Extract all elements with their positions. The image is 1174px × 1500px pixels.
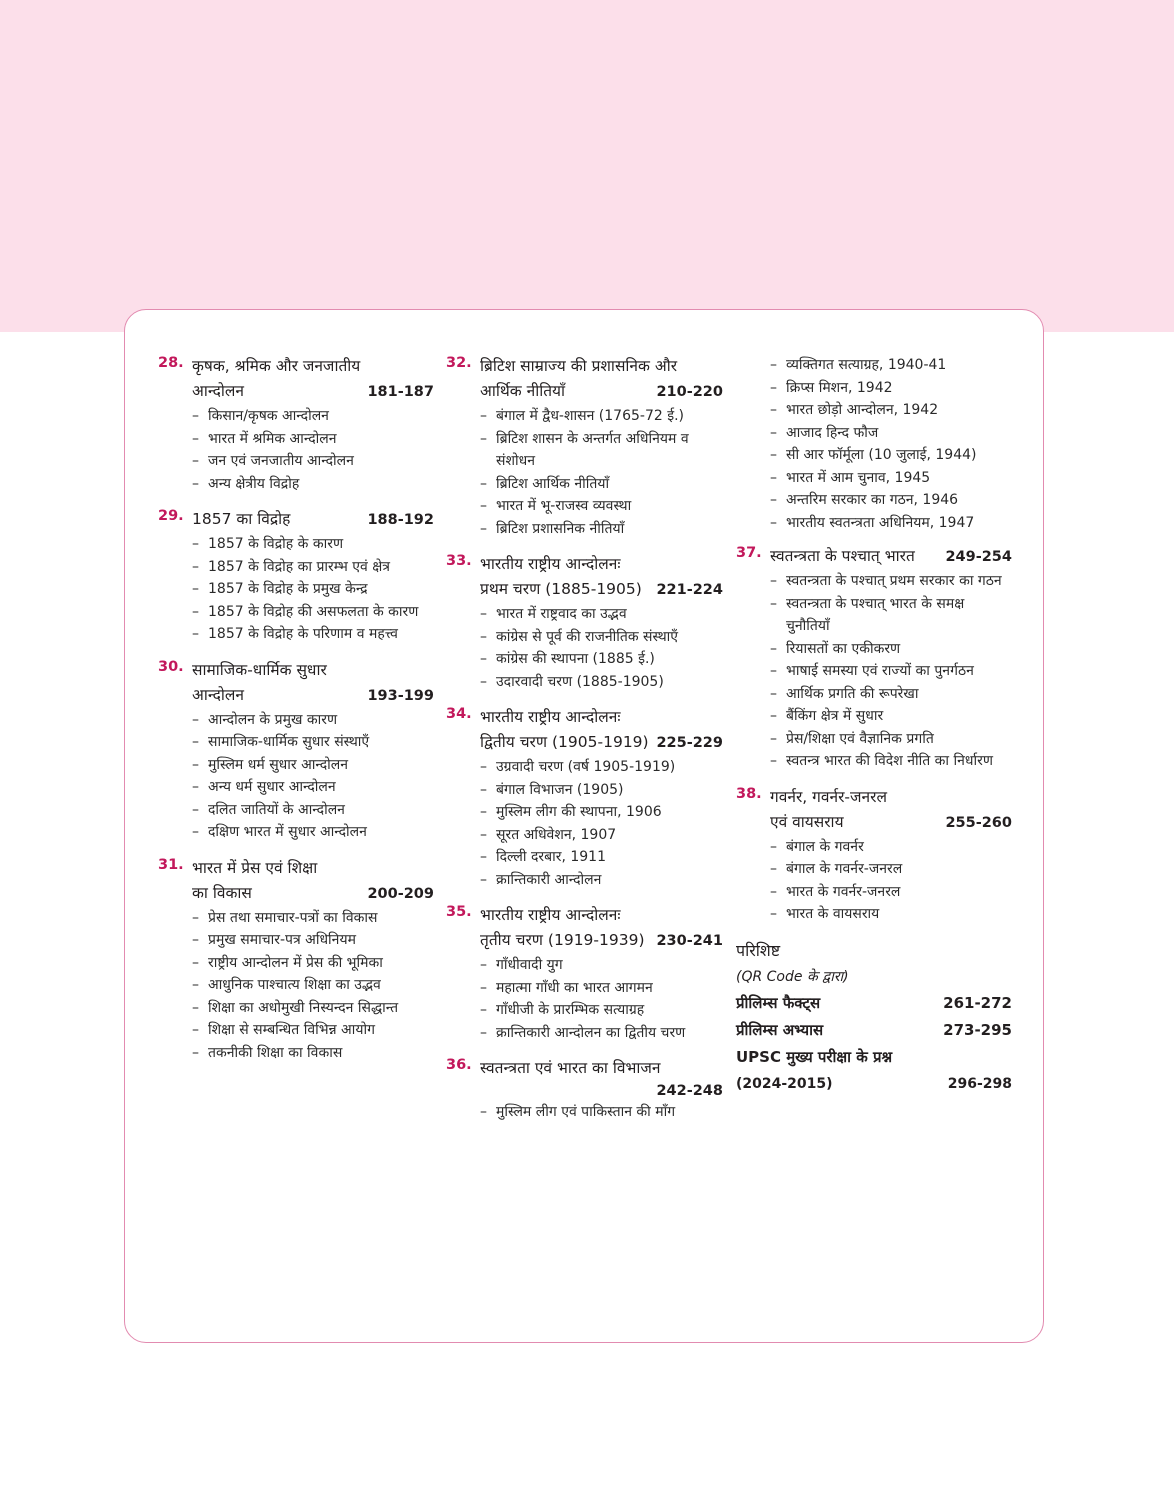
- subtopic-list: [736, 570, 1012, 773]
- contents-column-3: [736, 354, 1012, 1098]
- chapter-number: 30.: [158, 658, 184, 675]
- chapter-title: ब्रिटिश साम्राज्य की प्रशासनिक और: [480, 357, 678, 375]
- page-range: 255-260: [945, 814, 1012, 831]
- chapter-title: कृषक, श्रमिक और जनजातीय: [192, 357, 361, 375]
- chapter-title: भारतीय राष्ट्रीय आन्दोलनः: [480, 906, 621, 924]
- subtopic: – भारत में श्रमिक आन्दोलन: [192, 428, 434, 451]
- subtopic-list: [446, 405, 723, 540]
- subtopic: – भारत छोड़ो आन्दोलन, 1942: [770, 399, 1012, 422]
- subtopic: – ब्रिटिश प्रशासनिक नीतियाँ: [480, 518, 723, 541]
- chapter-31[interactable]: [158, 856, 434, 1065]
- subtopic: – 1857 के विद्रोह के परिणाम व महत्त्व: [192, 623, 434, 646]
- subtopic: – रियासतों का एकीकरण: [770, 638, 1012, 661]
- subtopic: – व्यक्तिगत सत्याग्रह, 1940-41: [770, 354, 1012, 377]
- chapter-number: 38.: [736, 785, 762, 802]
- subtopic-list: [446, 603, 723, 693]
- chapter-title: आर्थिक नीतियाँ: [480, 382, 566, 400]
- subtopic: – बैंकिंग क्षेत्र में सुधार: [770, 705, 1012, 728]
- subtopic: – प्रेस तथा समाचार-पत्रों का विकास: [192, 907, 434, 930]
- chapter-36[interactable]: [446, 1056, 723, 1124]
- subtopic: – भाषाई समस्या एवं राज्यों का पुनर्गठन: [770, 660, 1012, 683]
- chapter-title: आन्दोलन: [192, 382, 244, 400]
- subtopic: – स्वतन्त्रता के पश्चात् प्रथम सरकार का गठन: [770, 570, 1012, 593]
- chapter-number: 37.: [736, 545, 762, 561]
- subtopic: – दलित जातियों के आन्दोलन: [192, 799, 434, 822]
- page-range: 296-298: [947, 1075, 1012, 1092]
- appendix-item-label: UPSC मुख्य परीक्षा के प्रश्न: [736, 1047, 893, 1066]
- page-range: 193-199: [367, 687, 434, 704]
- subtopic: – ब्रिटिश शासन के अन्तर्गत अधिनियम व संशोधन: [480, 428, 723, 473]
- subtopic: – मुस्लिम धर्म सुधार आन्दोलन: [192, 754, 434, 777]
- subtopic: – राष्ट्रीय आन्दोलन में प्रेस की भूमिका: [192, 952, 434, 975]
- subtopic: – दक्षिण भारत में सुधार आन्दोलन: [192, 821, 434, 844]
- subtopic: – अन्तरिम सरकार का गठन, 1946: [770, 489, 1012, 512]
- chapter-38[interactable]: [736, 785, 1012, 926]
- chapter-title: द्वितीय चरण (1905-1919): [480, 733, 649, 751]
- subtopic: – भारत में भू-राजस्व व्यवस्था: [480, 495, 723, 518]
- contents-column-2: [446, 354, 723, 1136]
- appendix-item[interactable]: [736, 1071, 1012, 1098]
- subtopic: – क्रिप्स मिशन, 1942: [770, 377, 1012, 400]
- subtopic: – सामाजिक-धार्मिक सुधार संस्थाएँ: [192, 731, 434, 754]
- appendix-item[interactable]: [736, 1017, 1012, 1044]
- subtopic: – मुस्लिम लीग एवं पाकिस्तान की माँग: [480, 1101, 723, 1124]
- chapter-title: सामाजिक-धार्मिक सुधार: [192, 660, 327, 679]
- appendix-item-label: प्रीलिम्स फैक्ट्स: [736, 993, 821, 1012]
- subtopic: – आधुनिक पाश्चात्य शिक्षा का उद्भव: [192, 974, 434, 997]
- appendix-item[interactable]: [736, 1044, 1012, 1071]
- subtopic: – स्वतन्त्रता के पश्चात् भारत के समक्ष चुनौतियाँ: [770, 593, 1012, 638]
- chapter-title: 1857 का विद्रोह: [192, 510, 291, 528]
- chapter-number: 28.: [158, 355, 184, 371]
- chapter-title: भारतीय राष्ट्रीय आन्दोलनः: [480, 708, 621, 726]
- subtopic: – उग्रवादी चरण (वर्ष 1905-1919): [480, 756, 723, 779]
- subtopic: – दिल्ली दरबार, 1911: [480, 846, 723, 869]
- subtopic: – आजाद हिन्द फौज: [770, 422, 1012, 445]
- subtopic: – बंगाल के गवर्नर: [770, 836, 1012, 859]
- chapter-title: का विकास: [192, 883, 252, 902]
- appendix-section: [736, 938, 1012, 1098]
- chapter-28[interactable]: [158, 354, 434, 495]
- subtopic: – किसान/कृषक आन्दोलन: [192, 405, 434, 428]
- chapter-35[interactable]: [446, 903, 723, 1044]
- subtopic: – 1857 के विद्रोह के प्रमुख केन्द्र: [192, 578, 434, 601]
- appendix-note: (QR Code के द्वारा): [736, 968, 849, 985]
- subtopic: – आर्थिक प्रगति की रूपरेखा: [770, 683, 1012, 706]
- subtopic: – सूरत अधिवेशन, 1907: [480, 824, 723, 847]
- subtopic: – 1857 के विद्रोह की असफलता के कारण: [192, 601, 434, 624]
- chapter-number: 31.: [158, 856, 184, 873]
- subtopic: – उदारवादी चरण (1885-1905): [480, 671, 723, 694]
- chapter-title: स्वतन्त्रता के पश्चात् भारत: [770, 547, 915, 565]
- appendix-title: परिशिष्ट: [736, 940, 781, 960]
- chapter-title: आन्दोलन: [192, 685, 244, 704]
- subtopic: – शिक्षा से सम्बन्धित विभिन्न आयोग: [192, 1019, 434, 1042]
- subtopic: – जन एवं जनजातीय आन्दोलन: [192, 450, 434, 473]
- subtopic-list: [736, 836, 1012, 926]
- subtopic-list: [158, 405, 434, 495]
- chapter-title: प्रथम चरण (1885-1905): [480, 580, 642, 598]
- chapter-29[interactable]: [158, 507, 434, 646]
- continued-subtopic-list: [736, 354, 1012, 534]
- chapter-number: 29.: [158, 508, 184, 524]
- subtopic: – अन्य क्षेत्रीय विद्रोह: [192, 473, 434, 496]
- subtopic: – शिक्षा का अधोमुखी निस्यन्दन सिद्धान्त: [192, 997, 434, 1020]
- subtopic: – भारत में राष्ट्रवाद का उद्भव: [480, 603, 723, 626]
- page-range: 200-209: [367, 885, 434, 902]
- chapter-number: 34.: [446, 706, 472, 722]
- subtopic: – ब्रिटिश आर्थिक नीतियाँ: [480, 473, 723, 496]
- page-range: 230-241: [656, 933, 723, 949]
- page-range: 188-192: [367, 512, 434, 528]
- subtopic: – कांग्रेस से पूर्व की राजनीतिक संस्थाएँ: [480, 626, 723, 649]
- subtopic: – भारत में आम चुनाव, 1945: [770, 467, 1012, 490]
- subtopic: – प्रमुख समाचार-पत्र अधिनियम: [192, 929, 434, 952]
- page-range: 273-295: [943, 1020, 1012, 1039]
- page-range: 221-224: [656, 582, 723, 598]
- subtopic: – भारतीय स्वतन्त्रता अधिनियम, 1947: [770, 512, 1012, 535]
- subtopic: – मुस्लिम लीग की स्थापना, 1906: [480, 801, 723, 824]
- subtopic: – गाँधीवादी युग: [480, 954, 723, 977]
- appendix-item-label: प्रीलिम्स अभ्यास: [736, 1020, 824, 1039]
- subtopic: – महात्मा गाँधी का भारत आगमन: [480, 977, 723, 1000]
- subtopic: – 1857 के विद्रोह का प्रारम्भ एवं क्षेत्र: [192, 556, 434, 579]
- chapter-33[interactable]: [446, 552, 723, 693]
- subtopic: – बंगाल के गवर्नर-जनरल: [770, 858, 1012, 881]
- subtopic: – आन्दोलन के प्रमुख कारण: [192, 709, 434, 732]
- page-range: 249-254: [945, 549, 1012, 565]
- chapter-number: 35.: [446, 904, 472, 920]
- subtopic: – स्वतन्त्र भारत की विदेश नीति का निर्धारण: [770, 750, 1012, 773]
- subtopic: – सी आर फॉर्मूला (10 जुलाई, 1944): [770, 444, 1012, 467]
- chapter-title: गवर्नर, गवर्नर-जनरल: [770, 787, 887, 806]
- subtopic-list: [158, 709, 434, 844]
- chapter-number: 36.: [446, 1057, 472, 1073]
- subtopic: – कांग्रेस की स्थापना (1885 ई.): [480, 648, 723, 671]
- chapter-32[interactable]: [446, 354, 723, 540]
- subtopic: – क्रान्तिकारी आन्दोलन का द्वितीय चरण: [480, 1022, 723, 1045]
- chapter-30[interactable]: [158, 658, 434, 844]
- contents-column-1: [158, 354, 434, 1076]
- subtopic-list: [158, 533, 434, 646]
- page-range: 210-220: [656, 384, 723, 400]
- chapter-title: भारतीय राष्ट्रीय आन्दोलनः: [480, 555, 621, 573]
- subtopic: – बंगाल में द्वैध-शासन (1765-72 ई.): [480, 405, 723, 428]
- subtopic-list: [446, 756, 723, 891]
- page-range: 225-229: [656, 735, 723, 751]
- subtopic: – भारत के गवर्नर-जनरल: [770, 881, 1012, 904]
- chapter-title: स्वतन्त्रता एवं भारत का विभाजन: [480, 1059, 661, 1077]
- subtopic-list: [446, 954, 723, 1044]
- appendix-item[interactable]: [736, 990, 1012, 1017]
- page-range: 181-187: [367, 384, 434, 400]
- subtopic: – तकनीकी शिक्षा का विकास: [192, 1042, 434, 1065]
- subtopic: – बंगाल विभाजन (1905): [480, 779, 723, 802]
- page-range: 242-248: [656, 1083, 723, 1099]
- subtopic: – क्रान्तिकारी आन्दोलन: [480, 869, 723, 892]
- page-range: 261-272: [943, 993, 1012, 1012]
- subtopic: – प्रेस/शिक्षा एवं वैज्ञानिक प्रगति: [770, 728, 1012, 751]
- header-band: [0, 0, 1174, 332]
- subtopic-list: [158, 907, 434, 1065]
- appendix-item-label: (2024-2015): [736, 1075, 833, 1092]
- chapter-title: भारत में प्रेस एवं शिक्षा: [192, 858, 318, 877]
- subtopic: – 1857 के विद्रोह के कारण: [192, 533, 434, 556]
- subtopic-list: [446, 1101, 723, 1124]
- subtopic: – गाँधीजी के प्रारम्भिक सत्याग्रह: [480, 999, 723, 1022]
- chapter-title: तृतीय चरण (1919-1939): [480, 931, 645, 949]
- subtopic: – अन्य धर्म सुधार आन्दोलन: [192, 776, 434, 799]
- chapter-34[interactable]: [446, 705, 723, 891]
- chapter-37[interactable]: [736, 544, 1012, 773]
- subtopic: – भारत के वायसराय: [770, 903, 1012, 926]
- chapter-number: 33.: [446, 553, 472, 569]
- chapter-title: एवं वायसराय: [770, 812, 844, 831]
- chapter-number: 32.: [446, 355, 472, 371]
